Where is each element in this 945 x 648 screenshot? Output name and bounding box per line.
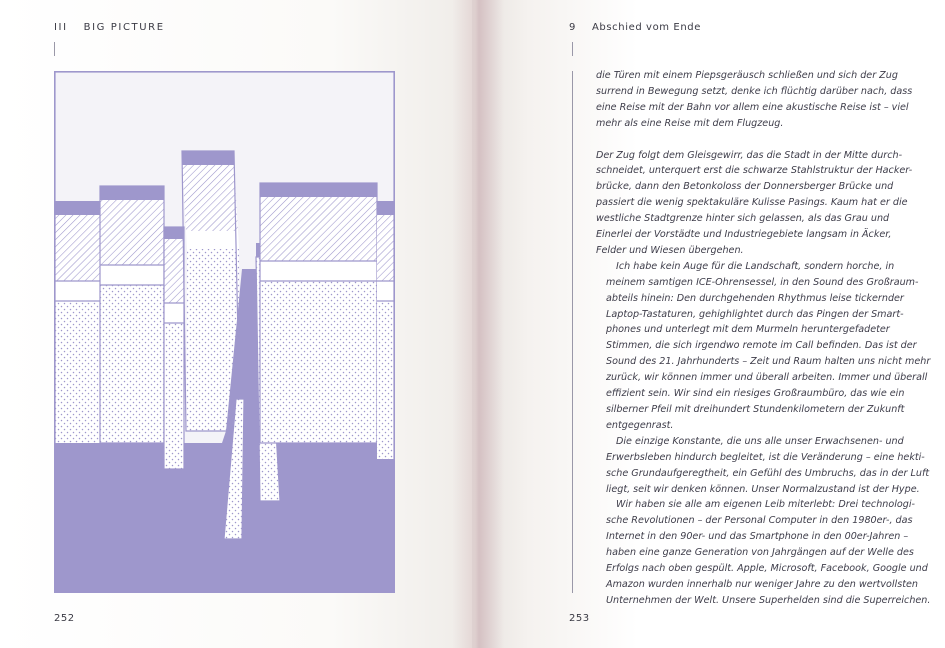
text-line: Internet in den 90er- und das Smartphone in den 00er-Jahren – xyxy=(606,531,909,543)
text-line: Der Zug folgt dem Gleisgewirr, das die Stadt in der Mitte durch- xyxy=(596,149,903,161)
text-line: phones und unterlegt mit dem Murmeln heruntergefadeter xyxy=(606,324,890,336)
text-line: Erwerbsleben hindurch begleitet, ist die Veränderung – eine hekti- xyxy=(606,451,925,463)
text-line: Sound des 21. Jahrhunderts – Zeit und Raum halten uns nicht mehr xyxy=(606,356,931,368)
part-title: BIG PICTURE xyxy=(83,22,165,33)
chapter-number: 9 xyxy=(569,22,576,33)
text-line: Laptop-Tastaturen, gehighlightet durch das Pingen der Smart- xyxy=(606,308,904,320)
part-number: III xyxy=(54,22,68,33)
text-line: surrend in Bewegung setzt, denke ich flüchtig darüber nach, dass xyxy=(596,85,913,97)
text-line: Felder und Wiesen übergehen. xyxy=(596,244,744,256)
text-line: Unternehmen der Welt. Unsere Superhelden sind die Superreichen. xyxy=(606,594,931,606)
text-line: schneidet, unterquert erst die schwarze Stahlstruktur der Hacker- xyxy=(596,165,913,177)
text-line: effizient sein. Wir sind ein riesiges Großraumbüro, das wie ein xyxy=(606,388,905,400)
block-2 xyxy=(100,186,164,443)
right-page-number: 253 xyxy=(569,613,590,624)
block-6 xyxy=(260,183,377,443)
text-line: entgegenrast. xyxy=(606,419,674,431)
text-line: sche Grundaufgeregtheit, ein Gefühl des Umbruchs, das in der Luft xyxy=(606,467,930,479)
left-running-head xyxy=(54,22,165,33)
illustration xyxy=(54,71,395,593)
text-line: eine Reise mit der Bahn vor allem eine akustische Reise ist – viel xyxy=(596,101,909,113)
text-line: abteils hinein: Den durchgehenden Rhythmus leise tickernder xyxy=(606,292,904,304)
body-text xyxy=(596,68,931,609)
text-line: sche Revolutionen – der Personal Computer in den 1980er-, das xyxy=(606,515,913,527)
text-line: Erfolgs nach oben gespült. Apple, Microsoft, Facebook, Google und xyxy=(606,563,928,575)
text-line: Die einzige Konstante, die uns alle unser Erwachsenen- und xyxy=(616,435,904,447)
paragraph-2 xyxy=(596,148,913,259)
text-line: liegt, seit wir denken können. Unser Normalzustand ist der Hype. xyxy=(606,483,920,495)
text-line: haben eine ganze Generation von Jahrgängen auf der Welle des xyxy=(606,547,914,559)
left-page-number: 252 xyxy=(54,613,75,624)
paragraph-5 xyxy=(596,497,931,608)
text-line: Wir haben sie alle am eigenen Leib miterlebt: Drei technologi- xyxy=(616,499,915,511)
text-line: brücke, dann den Betonkoloss der Donnersberger Brücke und xyxy=(596,181,894,193)
right-head-rule xyxy=(572,42,573,56)
paragraph-3 xyxy=(596,259,931,434)
text-line: Einerlei der Vorstädte und Industriegebiete langsam in Äcker, xyxy=(596,229,892,241)
block-3 xyxy=(164,227,184,469)
left-page xyxy=(0,0,472,648)
paragraph-4 xyxy=(596,434,930,498)
right-running-head xyxy=(569,22,701,33)
text-line: Stimmen, die sich irgendwo remote im Call befinden. Das ist der xyxy=(606,340,917,352)
text-line: silberner Pfeil mit dreihundert Stundenkilometern der Zukunft xyxy=(606,404,905,416)
illustration-figure xyxy=(54,71,395,593)
text-line: westliche Stadtgrenze hinter sich gelassen, als das Grau und xyxy=(596,213,890,225)
figure-ground xyxy=(54,443,395,593)
text-line: passiert die wenig spektakuläre Kulisse Pasings. Kaum hat er die xyxy=(596,197,908,209)
text-line: zurück, wir können immer und überall arbeiten. Immer und überall xyxy=(606,372,928,384)
text-line: Amazon wurden innerhalb nur weniger Jahre zu den wertvollsten xyxy=(606,578,918,590)
book-gutter xyxy=(452,0,504,648)
text-line: mehr als eine Reise mit dem Flugzeug. xyxy=(596,117,784,129)
block-7 xyxy=(377,201,395,459)
text-line: die Türen mit einem Piepsgeräusch schließen und sich der Zug xyxy=(596,70,898,81)
chapter-title: Abschied vom Ende xyxy=(591,22,701,33)
left-head-rule xyxy=(54,42,55,56)
text-margin-rule xyxy=(572,71,573,593)
text-line: Ich habe kein Auge für die Landschaft, sondern horche, in xyxy=(616,260,895,272)
text-line: meinem samtigen ICE-Ohrensessel, in den Sound des Großraum- xyxy=(606,276,919,288)
paragraph-1 xyxy=(596,68,913,132)
block-1 xyxy=(54,201,100,443)
